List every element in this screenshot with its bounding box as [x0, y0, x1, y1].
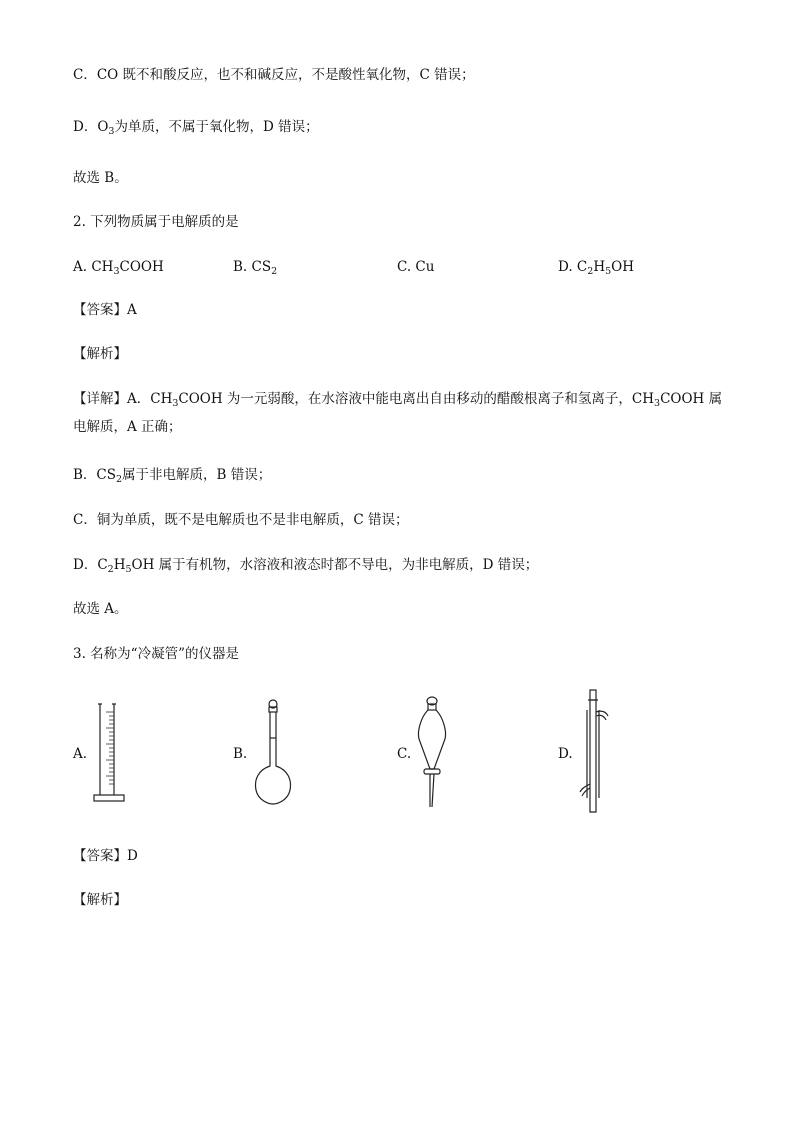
q2-option-b: [233, 258, 277, 276]
q3-answer: [73, 847, 138, 865]
q1-d-prefix: D．O: [73, 119, 109, 135]
q2-option-d-part: D. C: [558, 259, 588, 275]
q2-detail-b-sub: 2: [116, 474, 123, 485]
answer-tag: 【答案】: [73, 848, 127, 864]
q2-detail-d-sub2: 5: [125, 564, 132, 575]
q3-option-d-label: D.: [558, 746, 573, 762]
q2-detail-a-text2: COOH 为一元弱酸，在水溶液中能电离出自由移动的醋酸根离子和氢离子，CH: [178, 391, 655, 407]
q2-detail-a-text: A．CH: [127, 391, 173, 407]
q2-detail-d-sub: 2: [107, 564, 114, 575]
q1-option-c-explanation: C．CO 既不和酸反应，也不和碱反应，不是酸性氧化物，C 错误；: [73, 67, 475, 83]
q2-option-a-part: A. CH: [73, 259, 114, 275]
q2-option-b-part: B. CS: [233, 259, 272, 275]
q3-analysis-heading: [73, 891, 127, 909]
q2-detail-d: [73, 556, 538, 574]
analysis-tag: 【解析】: [73, 346, 127, 362]
q3-option-b-label: B.: [233, 746, 248, 762]
detail-tag: 【详解】: [73, 391, 127, 407]
q2-answer: [73, 301, 137, 319]
q2-option-a-part2: COOH: [119, 259, 164, 275]
q2-detail-a-text3: COOH 属电解质，A 正确；: [73, 391, 723, 435]
q1-conclusion: 故选 B。: [73, 170, 128, 186]
q2-option-c-part: C. Cu: [397, 259, 435, 275]
q2-option-a: [73, 258, 164, 276]
q2-analysis-heading: [73, 345, 127, 363]
q1-option-d-explanation: [73, 118, 319, 136]
q2-detail-a: [73, 385, 733, 441]
volumetric-flask-icon: [252, 698, 298, 808]
q2-option-d-part2: H: [593, 259, 606, 275]
graduated-cylinder-icon: [92, 702, 132, 806]
q2-option-d-sub1: 2: [587, 266, 594, 277]
q2-stem: 2. 下列物质属于电解质的是: [73, 214, 239, 230]
q3-option-a-label: A.: [73, 746, 88, 762]
q2-detail-b-text2: 属于非电解质，B 错误；: [122, 467, 272, 483]
analysis-tag: 【解析】: [73, 892, 127, 908]
answer-value: D: [127, 848, 138, 864]
answer-value: A: [127, 302, 137, 318]
separatory-funnel-icon: [415, 695, 455, 813]
q2-detail-d-text: D．C: [73, 557, 108, 573]
q2-option-a-sub: 3: [113, 266, 120, 277]
condenser-icon: [576, 688, 616, 818]
q2-detail-a-sub2: 3: [654, 398, 661, 409]
q2-detail-b-text: B．CS: [73, 467, 116, 483]
q2-option-d: [558, 258, 634, 276]
q2-option-d-sub2: 5: [605, 266, 612, 277]
answer-tag: 【答案】: [73, 302, 127, 318]
q3-stem: 3. 名称为“冷凝管”的仪器是: [73, 646, 239, 662]
q2-detail-a-sub: 3: [172, 398, 179, 409]
q2-detail-c: C．铜为单质，既不是电解质也不是非电解质，C 错误；: [73, 512, 409, 528]
q2-detail-b: [73, 466, 271, 484]
q2-option-b-sub: 2: [271, 266, 278, 277]
q2-detail-d-text2: H: [113, 557, 126, 573]
q2-option-d-part3: OH: [611, 259, 634, 275]
q2-option-c: [397, 258, 434, 276]
q1-d-rest: 为单质，不属于氧化物，D 错误；: [114, 119, 319, 135]
q3-option-c-label: C.: [397, 746, 412, 762]
q2-conclusion: 故选 A。: [73, 601, 128, 617]
q2-detail-d-text3: OH 属于有机物，水溶液和液态时都不导电，为非电解质，D 错误；: [131, 557, 539, 573]
q1-d-sub: 3: [108, 126, 115, 137]
